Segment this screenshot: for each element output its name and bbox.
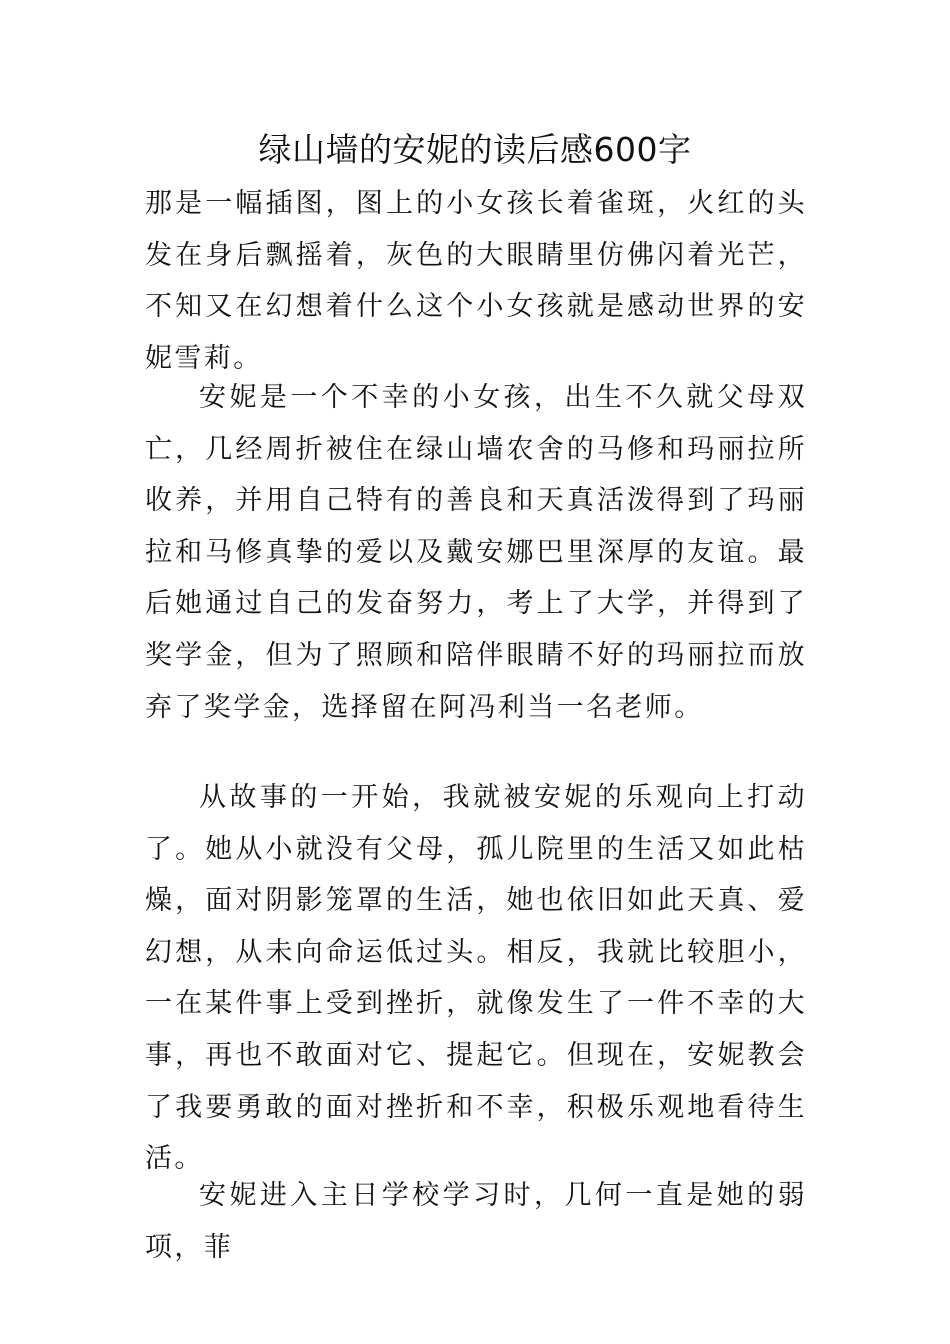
paragraph-3: 从故事的一开始，我就被安妮的乐观向上打动了。她从小就没有父母，孤儿院里的生活又如此枯燥，面对阴影笼罩的生活，她也依旧如此天真、爱幻想，从未向命运低过头。相反，我就比较胆小，一在某件事上受到挫折，就像发生了一件不幸的大事，再也不敢面对它、提起它。但现在，安妮教会了我要勇敢的面对挫折和不幸，积极乐观地看待生活。 (145, 782, 807, 1175)
paragraph-1: 那是一幅插图，图上的小女孩长着雀斑，火红的头发在身后飘摇着，灰色的大眼睛里仿佛闪着光芒，不知又在幻想着什么这个小女孩就是感动世界的安妮雪莉。 (145, 188, 807, 374)
document-title: 绿山墙的安妮的读后感600字 (258, 130, 692, 169)
paragraph-4: 安妮进入主日学校学习时，几何一直是她的弱项，菲 (145, 1180, 807, 1263)
paragraph-2: 安妮是一个不幸的小女孩，出生不久就父母双亡，几经周折被住在绿山墙农舍的马修和玛丽拉所收养，并用自己特有的善良和天真活泼得到了玛丽拉和马修真挚的爱以及戴安娜巴里深厚的友谊。最后她通过自己的发奋努力，考上了大学，并得到了奖学金，但为了照顾和陪伴眼睛不好的玛丽拉而放弃了奖学金，选择留在阿冯利当一名老师。 (145, 382, 807, 723)
